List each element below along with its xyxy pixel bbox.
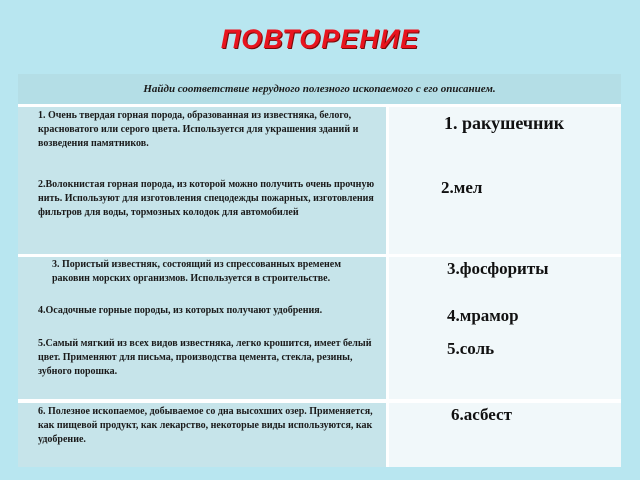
table-row — [18, 335, 621, 399]
matching-table — [18, 74, 621, 467]
table-row — [18, 403, 621, 467]
table-row — [18, 174, 621, 254]
answer-text: 5.соль — [447, 339, 495, 358]
description-cell: 3. Пористый известняк, состоящий из спрессованных временем раковин морских организмов. Используется в строительстве. — [18, 257, 386, 303]
description-cell: 2.Волокнистая горная порода, из которой можно получить очень прочную нить. Используют для изготовления спецодежды пожарных, изготовления фильтров для воды, тормозных колодок для автомобилей — [18, 174, 386, 254]
table-row — [18, 257, 621, 303]
answer-cell — [389, 335, 621, 399]
description-cell: 5.Самый мягкий из всех видов известняка, легко крошится, имеет белый цвет. Применяют для письма, производства цемента, стекла, резины, зубного порошка. — [18, 335, 386, 399]
answer-cell — [389, 107, 621, 174]
answer-cell — [389, 174, 621, 254]
description-cell: 6. Полезное ископаемое, добываемое со дна высохших озер. Применяется, как пищевой продукт, как лекарство, некоторые виды используются, как удобрение. — [18, 403, 386, 467]
table-row — [18, 107, 621, 174]
answer-text: 4.мрамор — [447, 306, 519, 325]
table-row — [18, 303, 621, 335]
page-title: ПОВТОРЕНИЕ — [220, 24, 420, 54]
description-cell: 4.Осадочные горные породы, из которых получают удобрения. — [18, 303, 386, 335]
table-header: Найди соответствие нерудного полезного ископаемого с его описанием. — [18, 74, 621, 104]
answer-text: 1. ракушечник — [444, 113, 565, 133]
answer-cell — [389, 403, 621, 467]
answer-text: 6.асбест — [451, 405, 512, 424]
answer-text: 3.фосфориты — [447, 259, 549, 278]
answer-cell — [389, 303, 621, 335]
answer-text: 2.мел — [441, 178, 483, 197]
answer-cell — [389, 257, 621, 303]
description-cell: 1. Очень твердая горная порода, образованная из известняка, белого, красноватого или серого цвета. Используется для украшения зданий и возведения памятников. — [18, 107, 386, 174]
